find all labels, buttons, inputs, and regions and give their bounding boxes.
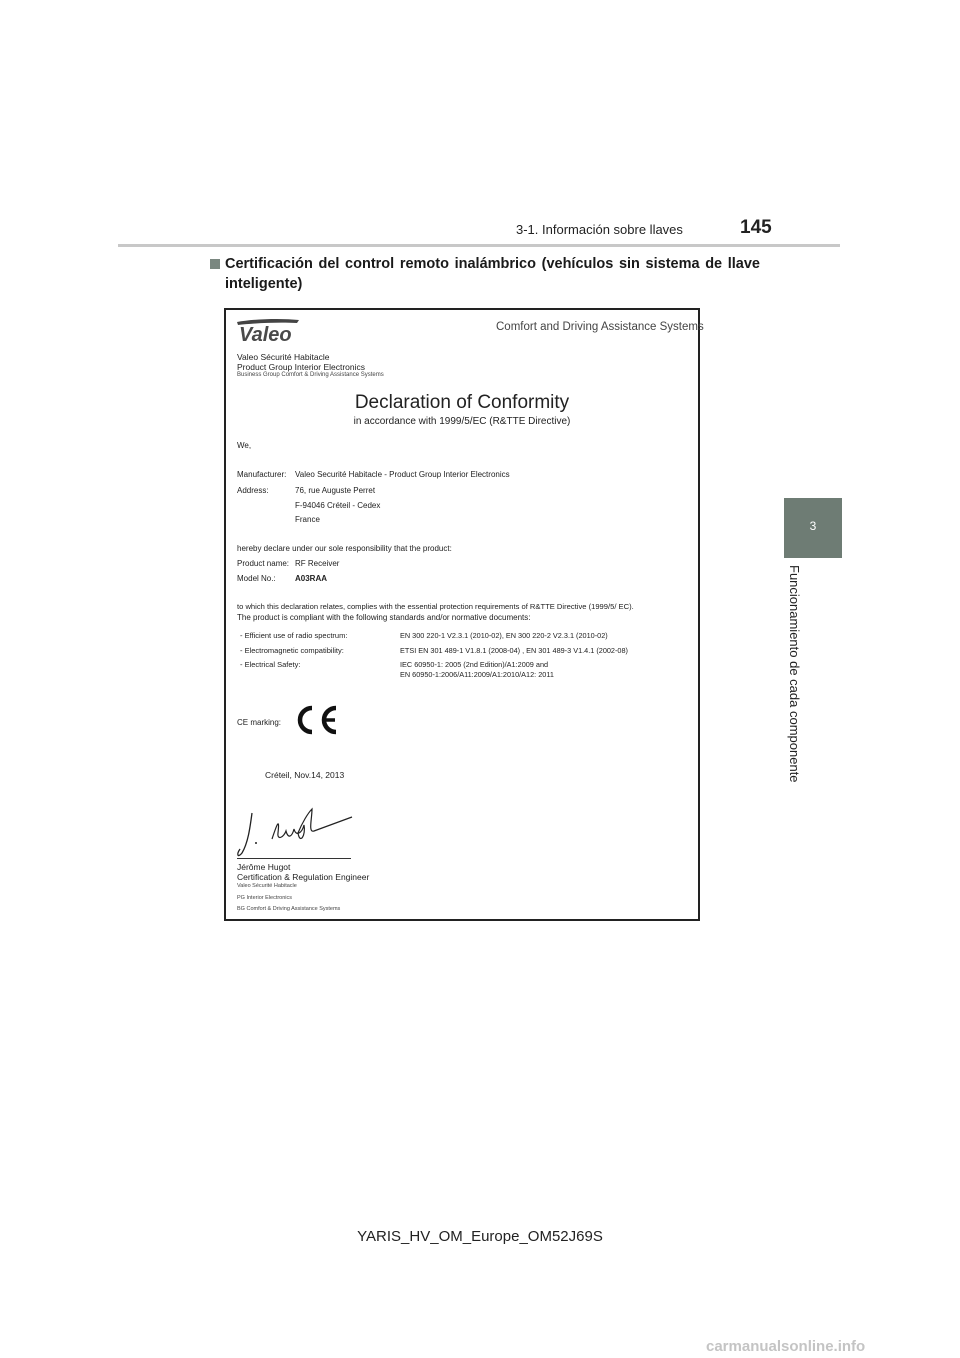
manufacturer-value: Valeo Securité Habitacle - Product Group Interior Electronics — [295, 470, 510, 479]
manufacturer-label: Manufacturer: — [237, 470, 287, 479]
declaration-text: hereby declare under our sole responsibility that the product: — [237, 544, 452, 553]
address-line: F-94046 Créteil - Cedex — [295, 501, 381, 510]
we-text: We, — [237, 441, 252, 450]
company-line: Product Group Interior Electronics — [237, 362, 366, 372]
place-and-date: Créteil, Nov.14, 2013 — [265, 770, 345, 780]
model-number-label: Model No.: — [237, 574, 276, 583]
signer-org-line: Valeo Sécurité Habitacle — [237, 883, 297, 889]
page-number: 145 — [740, 217, 772, 238]
chapter-tab — [784, 498, 842, 558]
valeo-logo — [234, 314, 302, 346]
company-line: Business Group Comfort & Driving Assistance Systems — [237, 372, 384, 378]
declaration-certificate — [224, 308, 704, 921]
section-heading: Certificación del control remoto inalámbrico (vehículos sin sistema de llave inteligente) — [225, 256, 760, 292]
document-title: Declaration of Conformity — [354, 392, 570, 413]
brand-tagline: Comfort and Driving Assistance Systems — [496, 321, 704, 333]
header-divider — [118, 244, 840, 247]
standard-value: EN 60950-1:2006/A11:2009/A1:2010/A12: 2011 — [400, 670, 554, 679]
standard-value: ETSI EN 301 489-1 V1.8.1 (2008-04) , EN 301 489-3 V1.4.1 (2002-08) — [400, 646, 628, 655]
signer-org-line: BG Comfort & Driving Assistance Systems — [237, 906, 341, 912]
handwritten-signature — [234, 803, 358, 863]
ce-marking-label: CE marking: — [237, 718, 282, 727]
address-line: France — [295, 515, 320, 524]
heading-bullet-icon — [210, 259, 220, 269]
model-number-value: A03RAA — [295, 574, 328, 583]
address-label: Address: — [237, 486, 269, 495]
compliance-text: The product is compliant with the following standards and/or normative documents: — [237, 613, 531, 622]
standard-value: EN 300 220-1 V2.3.1 (2010-02), EN 300 220-2 V2.3.1 (2010-02) — [400, 631, 608, 640]
product-name-label: Product name: — [237, 559, 290, 568]
address-line: 76, rue Auguste Perret — [295, 486, 376, 495]
site-watermark: carmanualsonline.info — [706, 1338, 866, 1355]
document-subtitle: in accordance with 1999/5/EC (R&TTE Directive) — [353, 416, 571, 427]
document-code: YARIS_HV_OM_Europe_OM52J69S — [357, 1228, 603, 1245]
section-title: 3-1. Información sobre llaves — [516, 222, 683, 237]
company-line: Valeo Sécurité Habitacle — [237, 352, 330, 362]
chapter-label: Funcionamiento de cada componente — [787, 565, 802, 783]
signer-name: Jérôme Hugot — [237, 862, 291, 872]
product-name-value: RF Receiver — [295, 559, 340, 568]
chapter-number: 3 — [809, 519, 817, 533]
compliance-text: to which this declaration relates, complies with the essential protection requirements of R&TTE Directive (1999/5/ EC). — [237, 602, 634, 611]
standard-value: IEC 60950-1: 2005 (2nd Edition)/A1:2009 and — [400, 660, 549, 669]
svg-text:Valeo: Valeo — [239, 324, 292, 346]
standard-label: - Electromagnetic compatibility: — [240, 646, 344, 655]
signer-title: Certification & Regulation Engineer — [237, 872, 370, 882]
signer-org-line: PG Interior Electronics — [237, 895, 293, 901]
ce-mark-icon — [292, 703, 342, 737]
signature-line — [237, 858, 351, 859]
standard-label: - Efficient use of radio spectrum: — [240, 631, 348, 640]
standard-label: - Electrical Safety: — [240, 660, 301, 669]
